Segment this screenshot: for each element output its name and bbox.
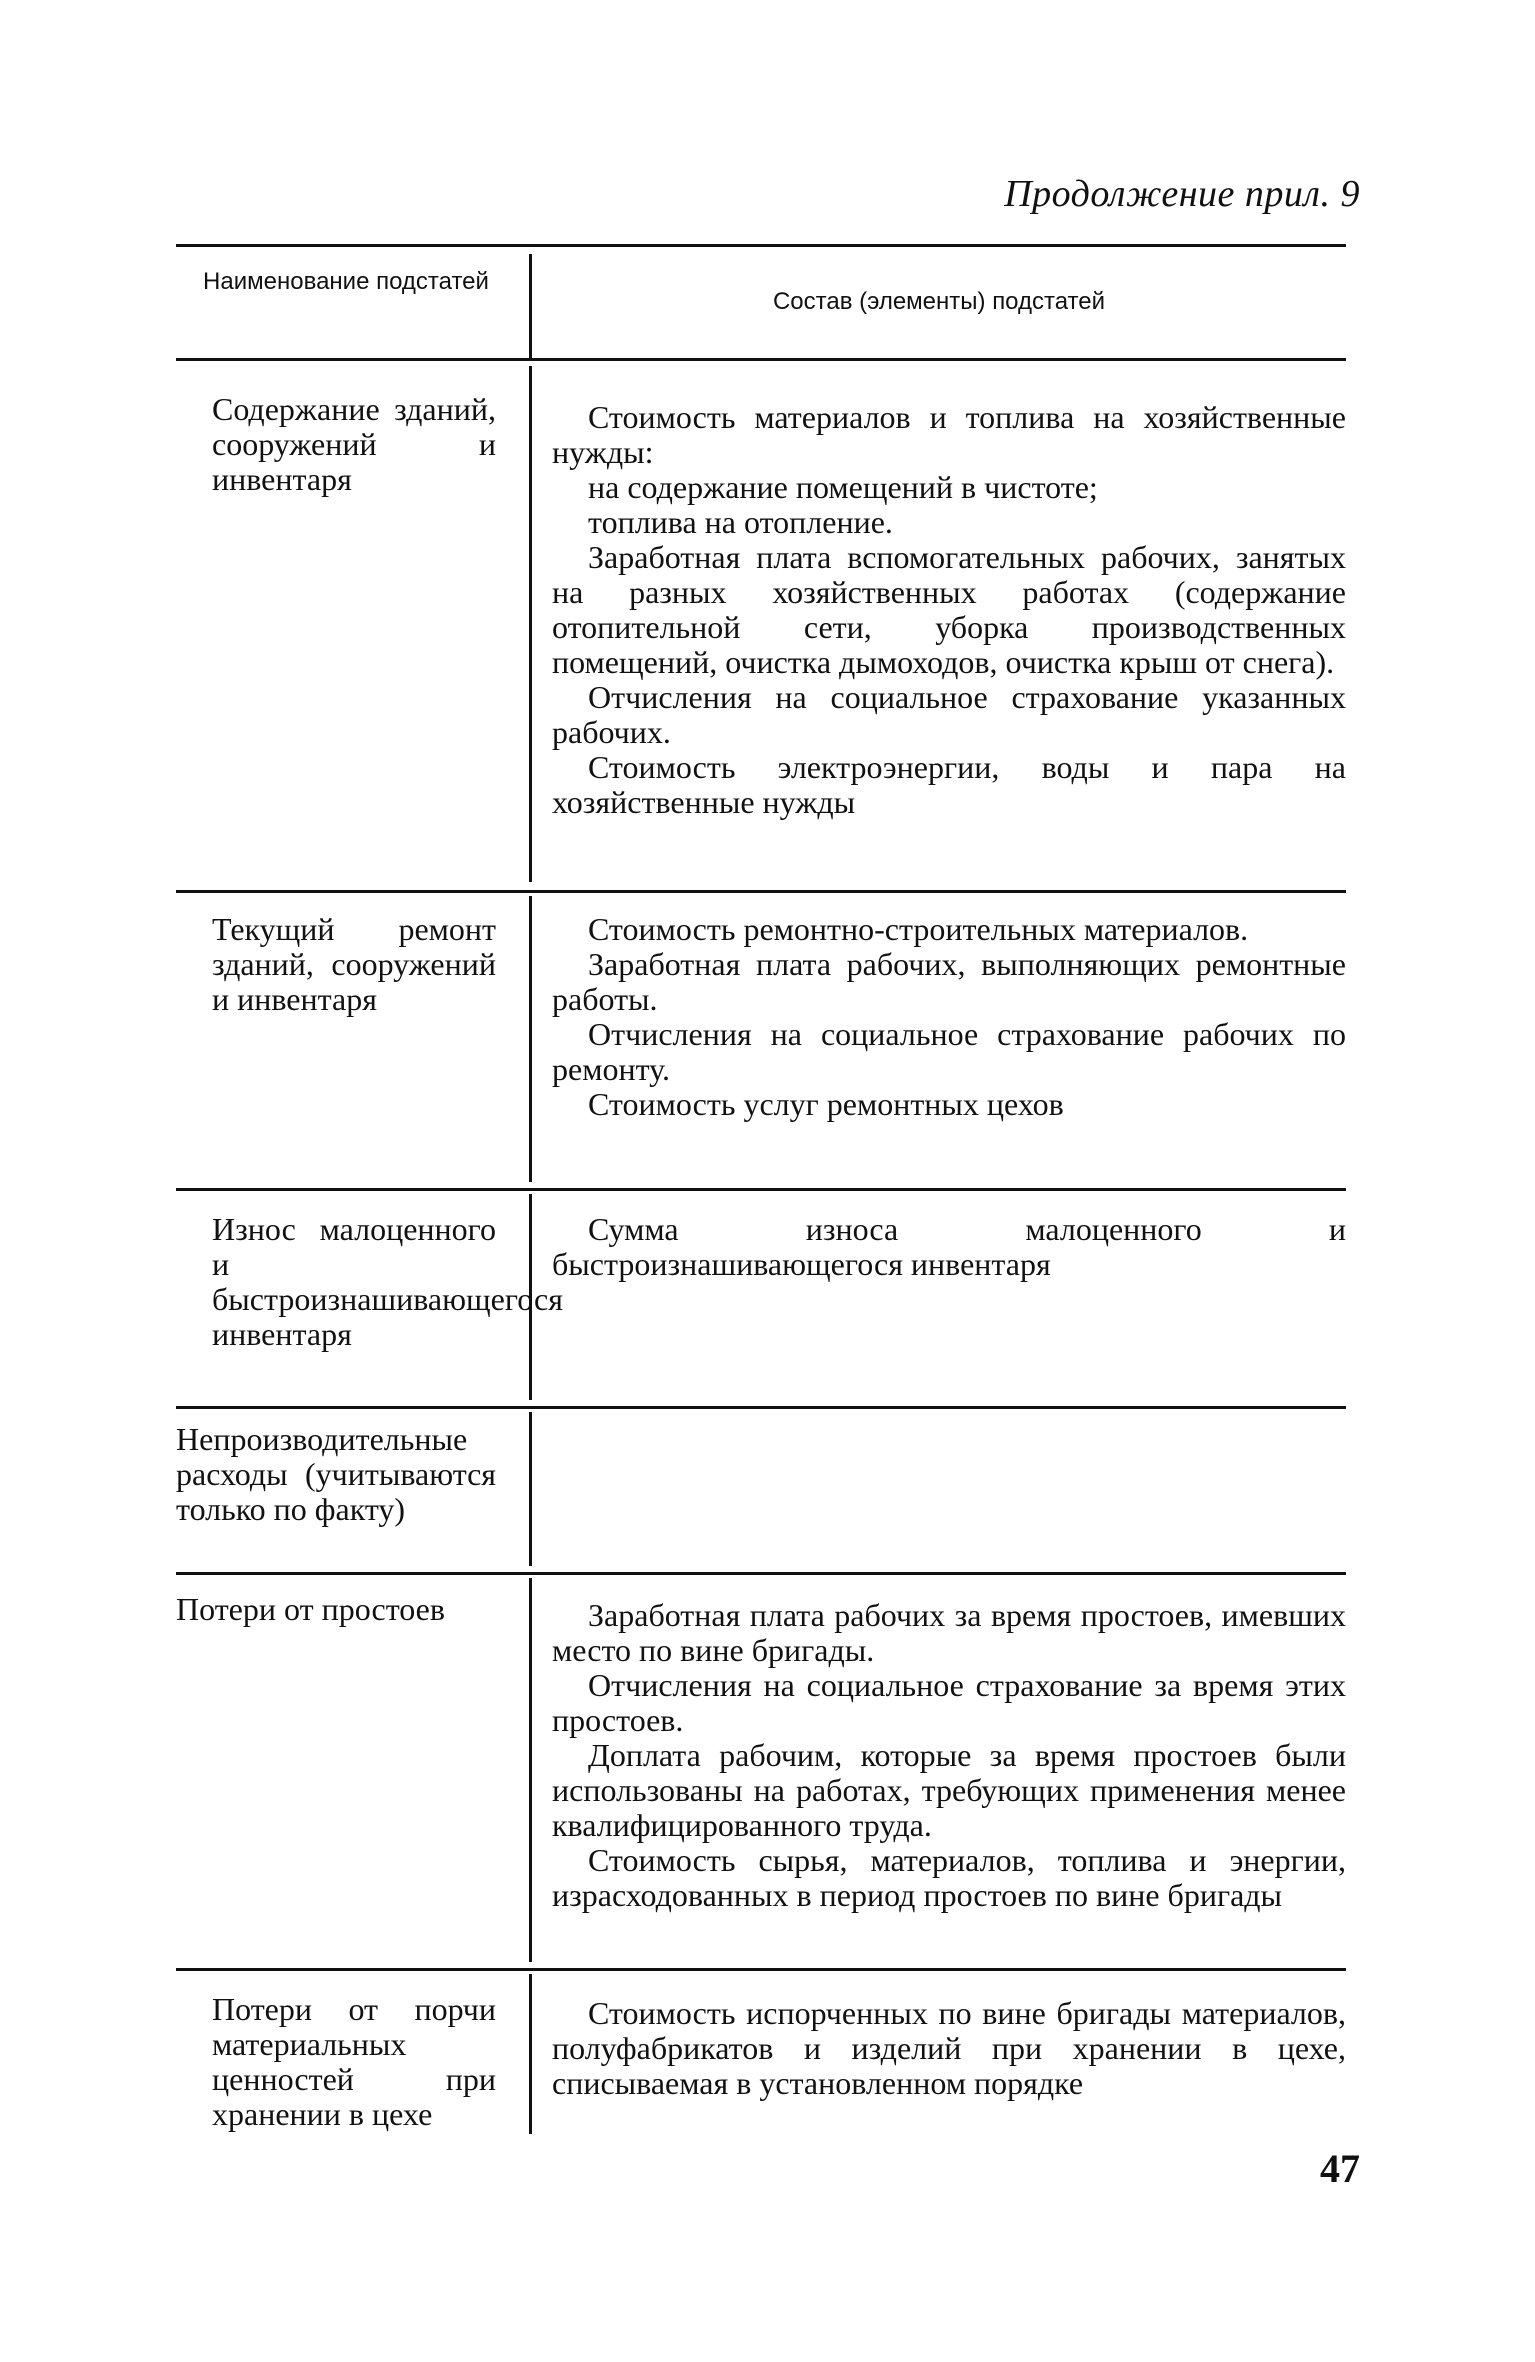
composition-item: Стоимость услуг ремонтных цехов [588,1086,1064,1122]
row-name [176,392,496,497]
row-divider [176,1572,1346,1575]
column-divider [529,1578,532,1962]
row-name [176,1422,496,1527]
row-name [176,1592,496,1627]
row-name-text: Содержание зданий, сооружений и инвентаря [212,391,496,497]
row-divider [176,1968,1346,1971]
composition-item: Отчисления на социальное страхование рабочих по ремонту. [552,1016,1346,1087]
row-name [176,1992,496,2132]
row-name-text: Износ малоценного и быстроизнашивающегося инвентаря [212,1211,563,1352]
row-name [176,1211,563,1352]
row-name-text: Потери от простоев [176,1591,445,1627]
page-header: Продолжение прил. 9 [1004,173,1360,215]
composition-item: Стоимость испорченных по вине бригады материалов, полуфабрикатов и изделий при хранении в цехе, списываемая в установленном порядке [552,1995,1346,2101]
column-divider [529,1412,532,1566]
row-composition [552,1212,1346,1282]
column-divider [529,366,532,882]
column-divider [529,1974,532,2134]
row-divider [176,890,1346,893]
composition-item: Заработная плата рабочих за время простоев, имевших место по вине бригады. [552,1597,1346,1668]
column-header-name: Наименование подстатей [203,268,489,295]
row-composition [552,400,1346,820]
table-top-rule [176,244,1346,247]
column-header-composition: Состав (элементы) подстатей [772,288,1106,315]
row-name-text: Потери от порчи материальных ценностей при хранении в цехе [212,1991,496,2132]
row-name [176,912,496,1017]
row-composition [552,1996,1346,2101]
composition-item: Отчисления на социальное страхование за время этих простоев. [552,1667,1346,1738]
header-bottom-rule [176,358,1346,361]
composition-item: на содержание помещений в чистоте; [588,469,1098,505]
composition-item: Стоимость электроэнергии, воды и пара на хозяйственные нужды [552,749,1346,820]
row-name-text: Непроизводительные расходы (учитываются только по факту) [176,1421,496,1527]
row-composition [552,912,1346,1122]
row-divider [176,1406,1346,1409]
page-number: 47 [1320,2146,1360,2191]
composition-item: Стоимость ремонтно-строительных материалов. [588,911,1249,947]
composition-item: Заработная плата вспомогательных рабочих, занятых на разных хозяйственных работах (содержание отопительной сети, уборка производственных помещений, очистка дымоходов, очистка крыш от снега). [552,539,1346,680]
composition-item: Стоимость материалов и топлива на хозяйственные нужды: [552,399,1346,470]
column-divider [529,896,532,1182]
composition-item: Доплата рабочим, которые за время простоев были использованы на работах, требующих применения менее квалифицированного труда. [552,1737,1346,1843]
row-name-text: Текущий ремонт зданий, сооружений и инвентаря [212,911,496,1017]
row-divider [176,1188,1346,1191]
composition-item: Сумма износа малоценного и быстроизнашивающегося инвентаря [552,1211,1346,1282]
composition-item: Заработная плата рабочих, выполняющих ремонтные работы. [552,946,1346,1017]
row-composition [552,1598,1346,1913]
composition-item: Стоимость сырья, материалов, топлива и энергии, израсходованных в период простоев по вине бригады [552,1842,1346,1913]
composition-item: Отчисления на социальное страхование указанных рабочих. [552,679,1346,750]
composition-item: топлива на отопление. [588,504,893,540]
